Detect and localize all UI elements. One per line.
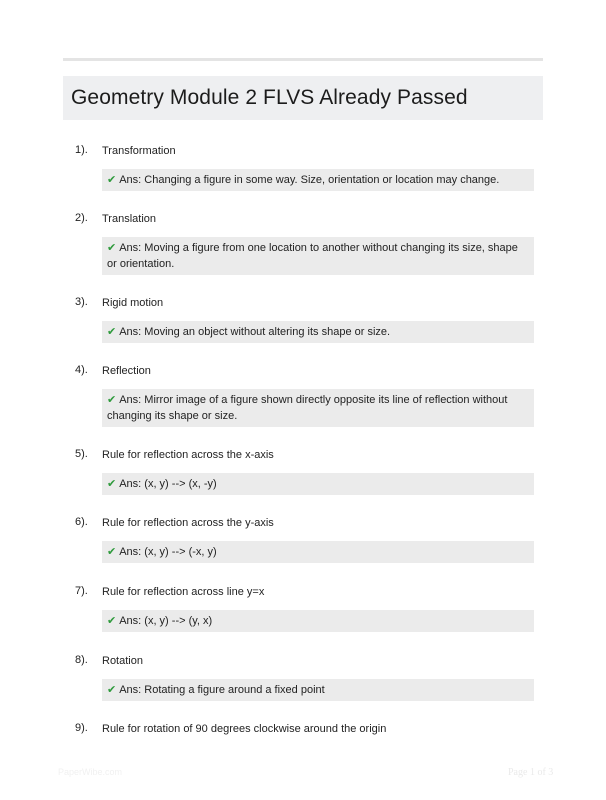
question-text: Reflection <box>102 365 151 377</box>
question-number: 8). <box>75 654 88 666</box>
question-number: 6). <box>75 516 88 528</box>
answer-text: Ans: Rotating a figure around a fixed point <box>119 684 325 696</box>
answer-text: Ans: (x, y) --> (x, -y) <box>119 478 217 490</box>
answer-box <box>102 389 534 427</box>
answer-text: Ans: (x, y) --> (y, x) <box>119 615 213 627</box>
check-mark-icon: ✔ <box>107 615 117 627</box>
check-mark-icon: ✔ <box>107 684 117 696</box>
question-number: 9). <box>75 722 88 734</box>
answer-text: Ans: Moving a figure from one location to another without changing its size, shape or orientation. <box>107 242 518 270</box>
answer-box <box>102 169 534 191</box>
question-number: 2). <box>75 212 88 224</box>
check-mark-icon: ✔ <box>107 546 117 558</box>
question-text: Rule for reflection across the x-axis <box>102 449 274 461</box>
answer-box <box>102 679 534 701</box>
question-text: Rigid motion <box>102 297 164 309</box>
question-number: 4). <box>75 364 88 376</box>
page-number: Page 1 of 3 <box>508 767 554 778</box>
answer-box <box>102 321 534 343</box>
answer-text: Ans: (x, y) --> (-x, y) <box>119 546 217 558</box>
question-text: Rule for rotation of 90 degrees clockwise around the origin <box>102 723 387 735</box>
question-number: 1). <box>75 144 88 156</box>
question-number: 3). <box>75 296 88 308</box>
top-divider <box>63 58 543 61</box>
document-title: Geometry Module 2 FLVS Already Passed <box>71 86 468 109</box>
footer-watermark: PaperWibe.com <box>58 767 123 777</box>
answer-box <box>102 237 534 275</box>
check-mark-icon: ✔ <box>107 394 117 406</box>
question-number: 7). <box>75 585 88 597</box>
question-text: Translation <box>102 213 157 225</box>
question-text: Transformation <box>102 145 176 157</box>
answer-box <box>102 541 534 563</box>
check-mark-icon: ✔ <box>107 174 117 186</box>
answer-box <box>102 473 534 495</box>
answer-box <box>102 610 534 632</box>
question-text: Rule for reflection across line y=x <box>102 586 265 598</box>
question-text: Rotation <box>102 655 143 667</box>
title-banner <box>63 76 543 120</box>
check-mark-icon: ✔ <box>107 326 117 338</box>
check-mark-icon: ✔ <box>107 478 117 490</box>
answer-text: Ans: Moving an object without altering its shape or size. <box>119 326 391 338</box>
check-mark-icon: ✔ <box>107 242 117 254</box>
answer-text: Ans: Changing a figure in some way. Size, orientation or location may change. <box>119 174 500 186</box>
question-text: Rule for reflection across the y-axis <box>102 517 274 529</box>
answer-text: Ans: Mirror image of a figure shown directly opposite its line of reflection without changing its shape or size. <box>107 394 508 422</box>
question-number: 5). <box>75 448 88 460</box>
